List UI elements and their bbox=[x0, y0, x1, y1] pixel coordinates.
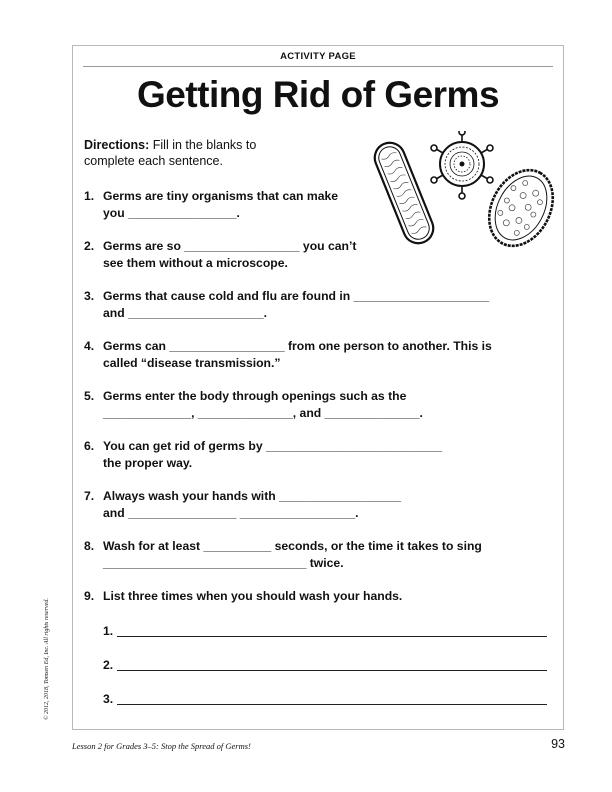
question-text: see them without a microscope. bbox=[103, 255, 288, 270]
directions-label: Directions: bbox=[84, 138, 150, 152]
answer-line-1[interactable] bbox=[103, 624, 113, 638]
page-number: 93 bbox=[551, 737, 565, 751]
blank-line bbox=[117, 704, 547, 705]
question-text: You can get rid of germs by __________________________ bbox=[103, 439, 443, 453]
question-number: 7. bbox=[84, 489, 95, 503]
question-text: Germs are so _________________ you can’t bbox=[103, 239, 357, 253]
blank-line bbox=[117, 636, 547, 637]
directions-text-2: complete each sentence. bbox=[84, 154, 223, 168]
question-text: called “disease transmission.” bbox=[103, 355, 281, 370]
question-text: Germs enter the body through openings such as the bbox=[103, 389, 407, 403]
question-text: Germs are tiny organisms that can make bbox=[103, 189, 339, 203]
question-number: 1. bbox=[84, 189, 95, 203]
answer-line-2[interactable] bbox=[103, 658, 113, 672]
question-text: Germs can _________________ from one person to another. This is bbox=[103, 339, 492, 353]
footer-lesson-title: Lesson 2 for Grades 3–5: Stop the Spread of Germs! bbox=[72, 741, 251, 751]
question-text: List three times when you should wash your hands. bbox=[103, 589, 403, 603]
question-text: ______________________________ twice. bbox=[103, 555, 344, 570]
question-text: Germs that cause cold and flu are found in ____________________ bbox=[103, 289, 490, 303]
question-text: the proper way. bbox=[103, 455, 193, 470]
question-text: you ________________. bbox=[103, 205, 240, 220]
question-number: 8. bbox=[84, 539, 95, 553]
copyright-notice bbox=[44, 580, 58, 720]
header-divider bbox=[83, 66, 553, 67]
question-text: _____________, ______________, and ______________. bbox=[103, 405, 423, 420]
answer-number: 3. bbox=[103, 692, 114, 706]
question-number: 5. bbox=[84, 389, 95, 403]
question-text: Wash for at least __________ seconds, or the time it takes to sing bbox=[103, 539, 482, 553]
copyright-text: © 2012, 2018, Tomsen Ed, Inc. All rights reserved. bbox=[44, 598, 50, 720]
activity-page-frame bbox=[72, 45, 564, 730]
question-text: Always wash your hands with __________________ bbox=[103, 489, 402, 503]
directions-text-1: Fill in the blanks to bbox=[149, 138, 257, 152]
question-text: and ________________ _________________. bbox=[103, 505, 359, 520]
page-title: Getting Rid of Germs bbox=[136, 74, 500, 115]
answer-line-3[interactable] bbox=[103, 692, 113, 706]
answer-number: 1. bbox=[103, 624, 114, 638]
question-text: and ____________________. bbox=[103, 305, 268, 320]
question-number: 4. bbox=[84, 339, 95, 353]
question-number: 3. bbox=[84, 289, 95, 303]
activity-page-label: ACTIVITY PAGE bbox=[280, 51, 356, 62]
directions bbox=[84, 137, 314, 169]
blank-line bbox=[117, 670, 547, 671]
question-number: 6. bbox=[84, 439, 95, 453]
question-number: 9. bbox=[84, 589, 95, 603]
question-number: 2. bbox=[84, 239, 95, 253]
answer-number: 2. bbox=[103, 658, 114, 672]
germs-illustration-icon bbox=[371, 131, 556, 253]
